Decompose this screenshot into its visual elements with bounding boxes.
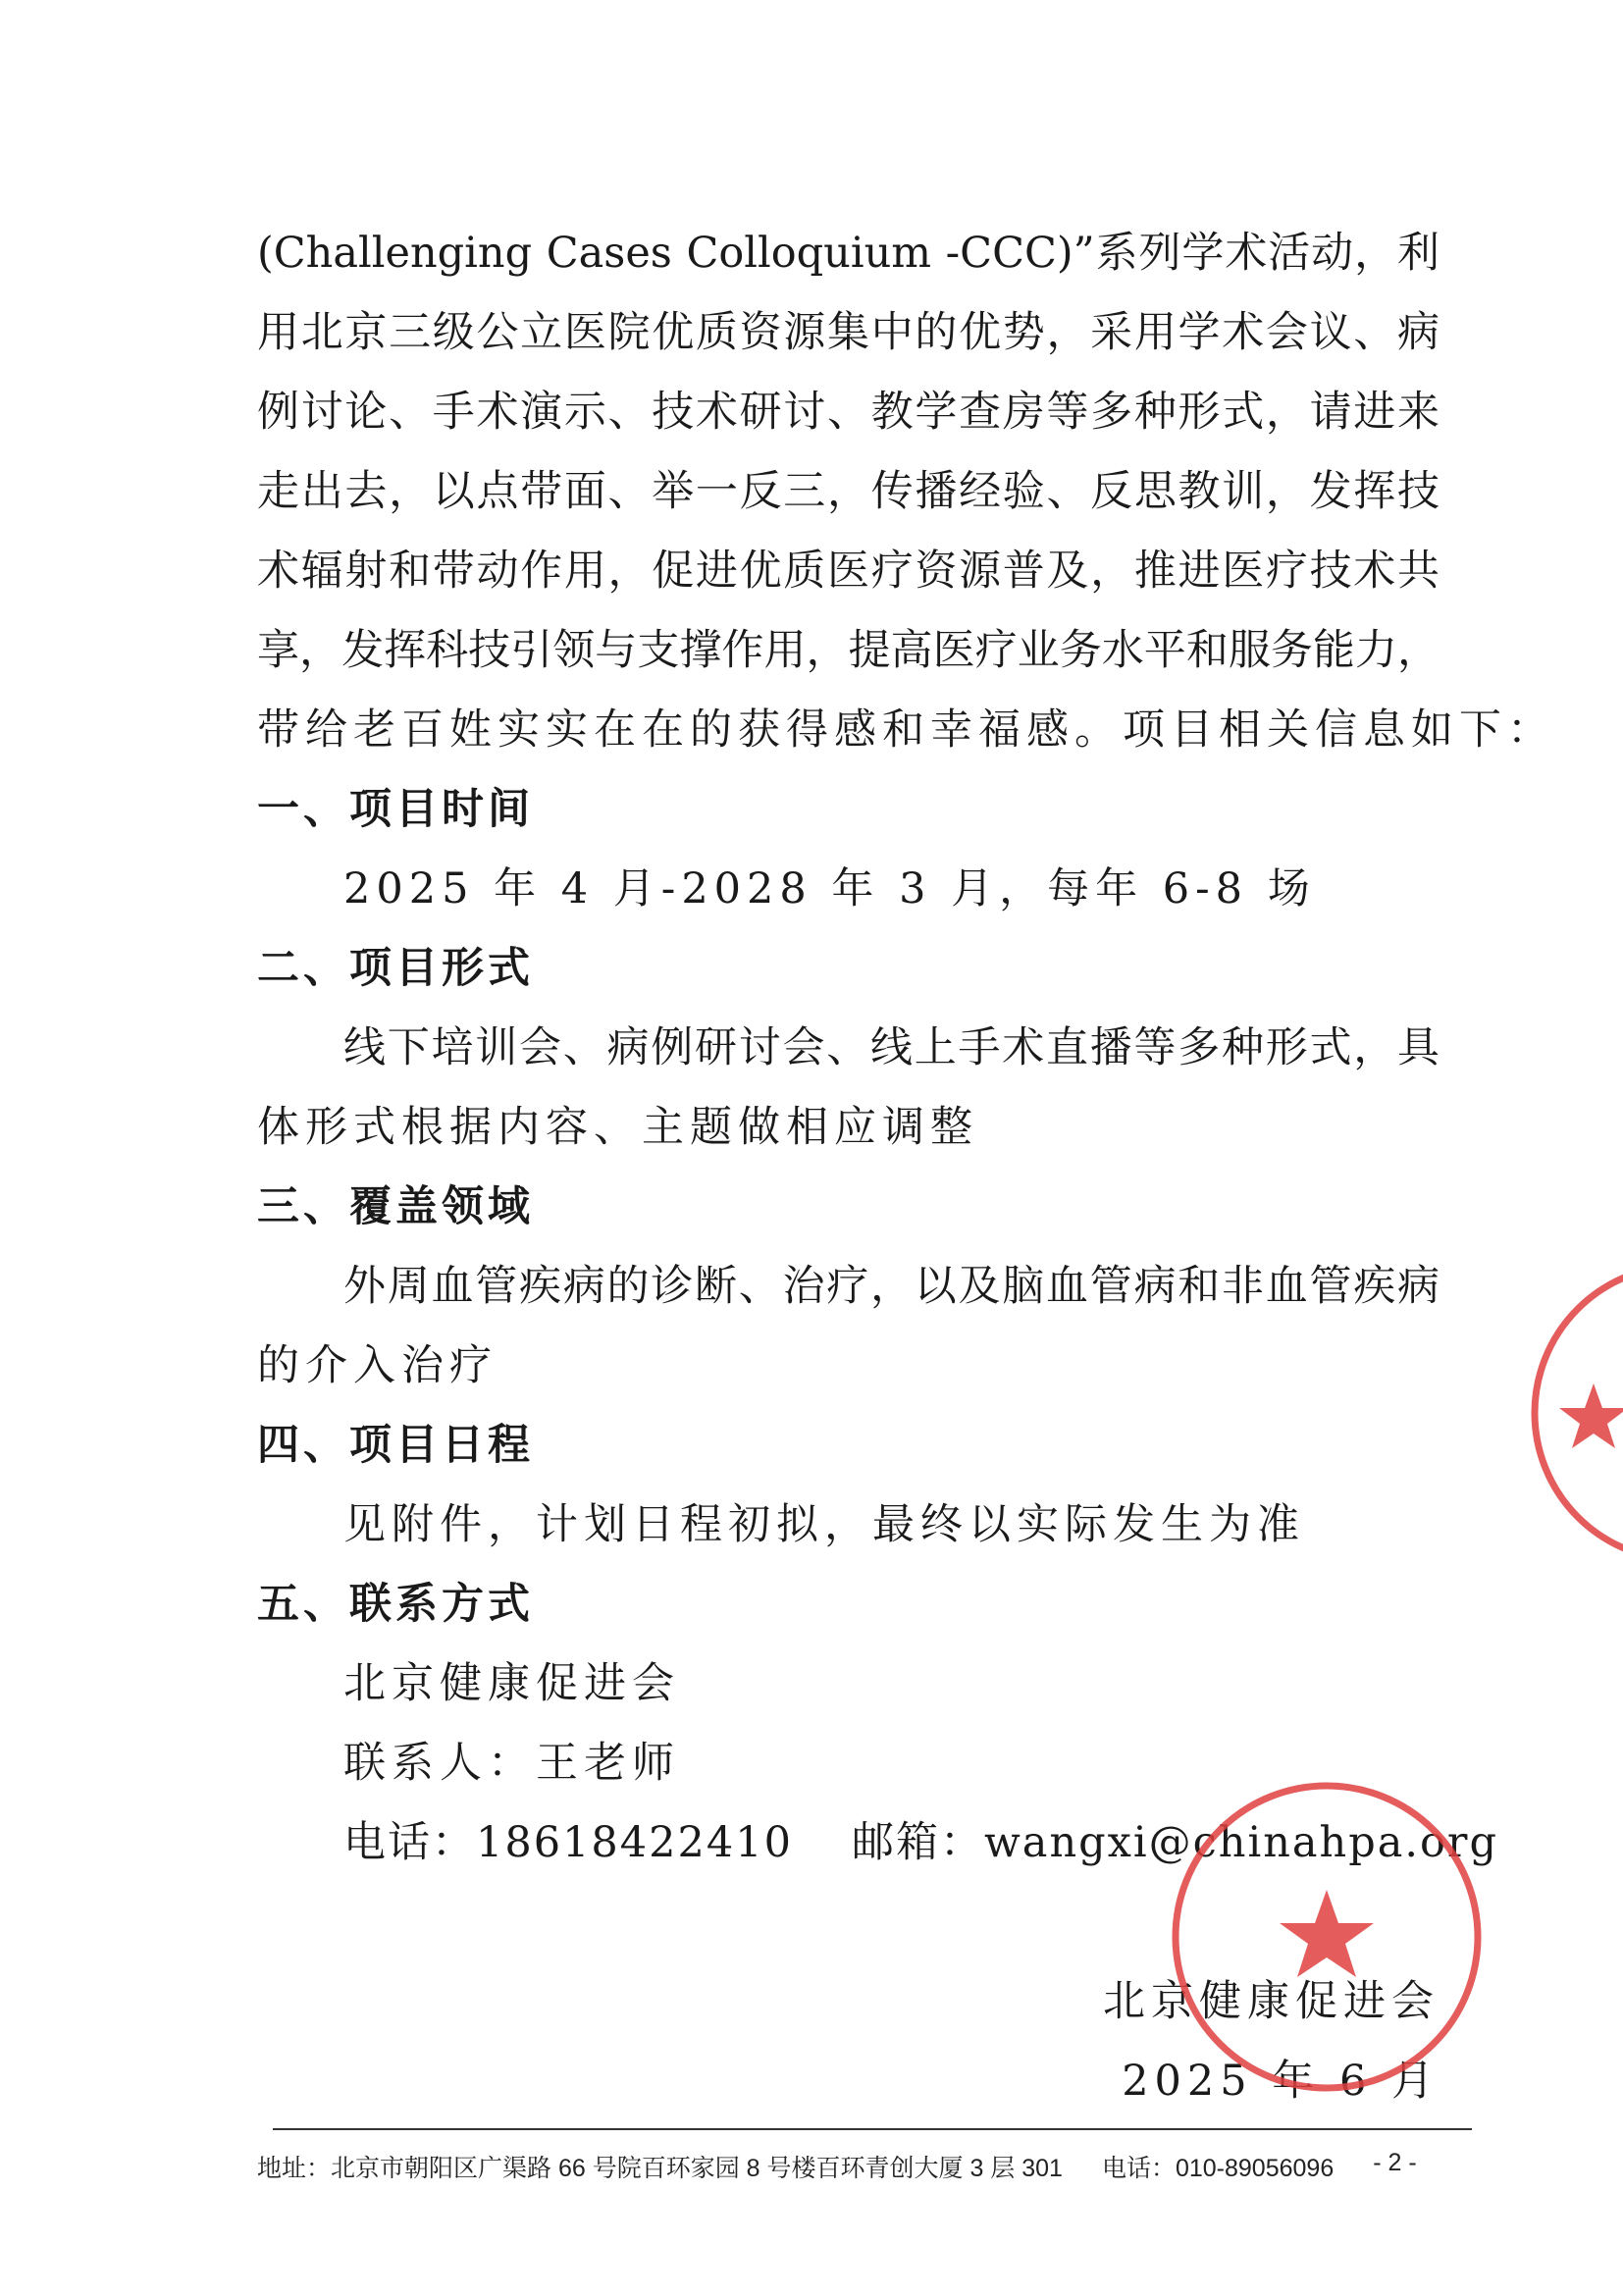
footer-divider — [273, 2128, 1472, 2130]
body-line: (Challenging Cases Colloquium -CCC)”系列学术活动，利 — [257, 229, 1440, 278]
body-line: 术辐射和带动作用，促进优质医疗资源普及，推进医疗技术共 — [257, 547, 1440, 596]
section-text: 的介入治疗 — [257, 1341, 497, 1390]
footer-address: 地址：北京市朝阳区广渠路 66 号院百环家园 8 号楼百环青创大厦 3 层 301 — [257, 2155, 1063, 2182]
section-text: 外周血管疾病的诊断、治疗，以及脑血管病和非血管疾病 — [343, 1262, 1440, 1311]
body-line: 带给老百姓实实在在的获得感和幸福感。项目相关信息如下： — [257, 705, 1555, 755]
section-heading-contact: 五、联系方式 — [257, 1580, 534, 1629]
partial-stamp — [1525, 1256, 1623, 1570]
section-heading-schedule: 四、项目日程 — [257, 1421, 534, 1470]
section-text: 2025 年 4 月-2028 年 3 月，每年 6-8 场 — [343, 864, 1316, 913]
footer — [257, 2149, 1417, 2184]
section-text: 体形式根据内容、主题做相应调整 — [257, 1103, 978, 1152]
official-stamp — [1170, 1780, 1484, 2094]
body-line: 例讨论、手术演示、技术研讨、教学查房等多种形式，请进来 — [257, 388, 1440, 437]
body-line: 享，发挥科技引领与支撑作用，提高医疗业务水平和服务能力， — [257, 626, 1440, 675]
body-line: 用北京三级公立医院优质资源集中的优势，采用学术会议、病 — [257, 308, 1440, 357]
section-heading-time: 一、项目时间 — [257, 785, 534, 834]
contact-phone: 电话：18618422410 — [343, 1818, 793, 1867]
star-icon — [1559, 1383, 1623, 1448]
contact-email: 邮箱：wangxi@chinahpa.org — [852, 1818, 1499, 1867]
section-heading-form: 二、项目形式 — [257, 944, 534, 993]
page-number: - 2 - — [1373, 2149, 1417, 2176]
section-heading-field: 三、覆盖领域 — [257, 1182, 534, 1231]
contact-org: 北京健康促进会 — [343, 1659, 680, 1708]
signature-date: 2025 年 6 月 — [1122, 2057, 1440, 2106]
star-icon — [1280, 1890, 1374, 1977]
footer-phone: 电话：010-89056096 — [1101, 2155, 1335, 2182]
body-line: 走出去，以点带面、举一反三，传播经验、反思教训，发挥技 — [257, 467, 1440, 516]
section-text: 线下培训会、病例研讨会、线上手术直播等多种形式，具 — [343, 1023, 1440, 1072]
signature-org: 北京健康促进会 — [1103, 1977, 1440, 2026]
section-text: 见附件，计划日程初拟，最终以实际发生为准 — [343, 1500, 1305, 1549]
contact-person: 联系人：王老师 — [343, 1739, 680, 1788]
